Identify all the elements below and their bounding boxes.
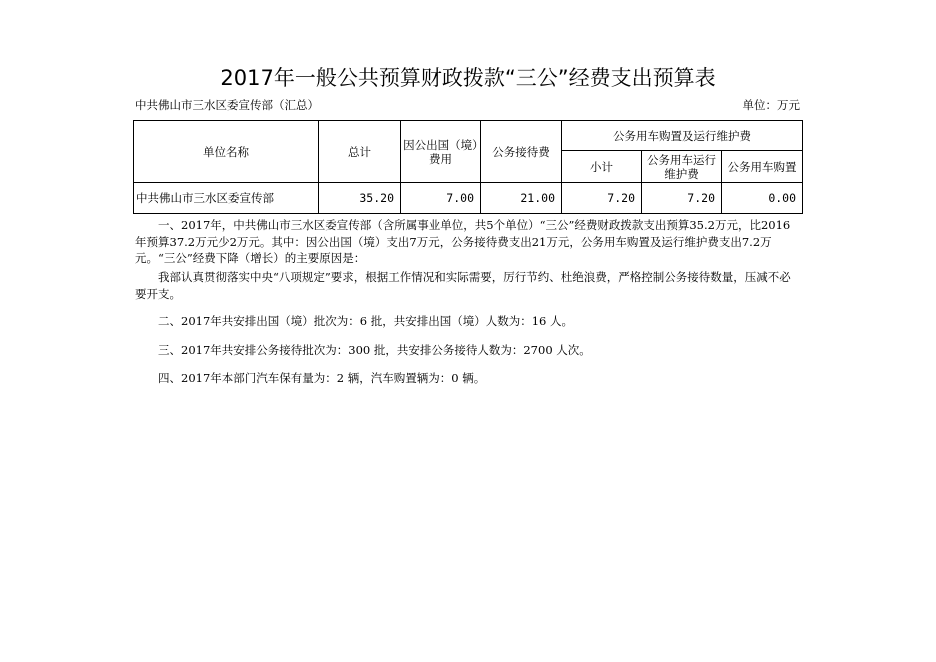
header-abroad: 因公出国（境）费用: [401, 121, 481, 183]
table-header-row: [134, 121, 803, 151]
paragraph-reception-batches: 三、2017年共安排公务接待批次为：300 批，共安排公务接待人数为：2700 人次。: [158, 343, 591, 357]
cell-abroad: 7.00: [401, 183, 481, 214]
header-unit-name: 单位名称: [134, 121, 319, 183]
header-vehicle-running: 公务用车运行维护费: [642, 151, 722, 183]
budget-table: [133, 120, 803, 214]
header-vehicle-purchase: 公务用车购置: [722, 151, 803, 183]
header-reception: 公务接待费: [481, 121, 562, 183]
organization-label: 中共佛山市三水区委宣传部（汇总）: [135, 98, 319, 112]
cell-vehicle-purchase: 0.00: [722, 183, 803, 214]
cell-reception: 21.00: [481, 183, 562, 214]
paragraph-reason: 我部认真贯彻落实中央“八项规定”要求，根据工作情况和实际需要，厉行节约、杜绝浪费，严格控制公务接待数量，压减不必要开支。: [135, 270, 791, 301]
unit-label: 单位：万元: [742, 98, 800, 112]
table-row: [134, 183, 803, 214]
header-total: 总计: [319, 121, 401, 183]
cell-vehicle-running: 7.20: [642, 183, 722, 214]
paragraph-summary: 一、2017年，中共佛山市三水区委宣传部（含所属事业单位，共5个单位）“三公”经费财政拨款支出预算35.2万元，比2016年预算37.2万元少2万元。其中：因公出国（境）支出7万元，公务接待费支出21万元，公务用车购置及运行维护费支出7.2万元。“三公”经费下降（增长）的主要原因是：: [135, 218, 791, 265]
paragraph-vehicles: 四、2017年本部门汽车保有量为：2 辆，汽车购置辆为：0 辆。: [158, 371, 486, 385]
page-title: 2017年一般公共预算财政拨款“三公”经费支出预算表: [220, 66, 716, 90]
cell-unit-name: 中共佛山市三水区委宣传部: [134, 183, 319, 214]
header-vehicle-group: 公务用车购置及运行维护费: [562, 121, 803, 151]
header-subtotal: 小计: [562, 151, 642, 183]
cell-subtotal: 7.20: [562, 183, 642, 214]
paragraph-abroad-batches: 二、2017年共安排出国（境）批次为：6 批，共安排出国（境）人数为：16 人。: [158, 314, 574, 328]
cell-total: 35.20: [319, 183, 401, 214]
